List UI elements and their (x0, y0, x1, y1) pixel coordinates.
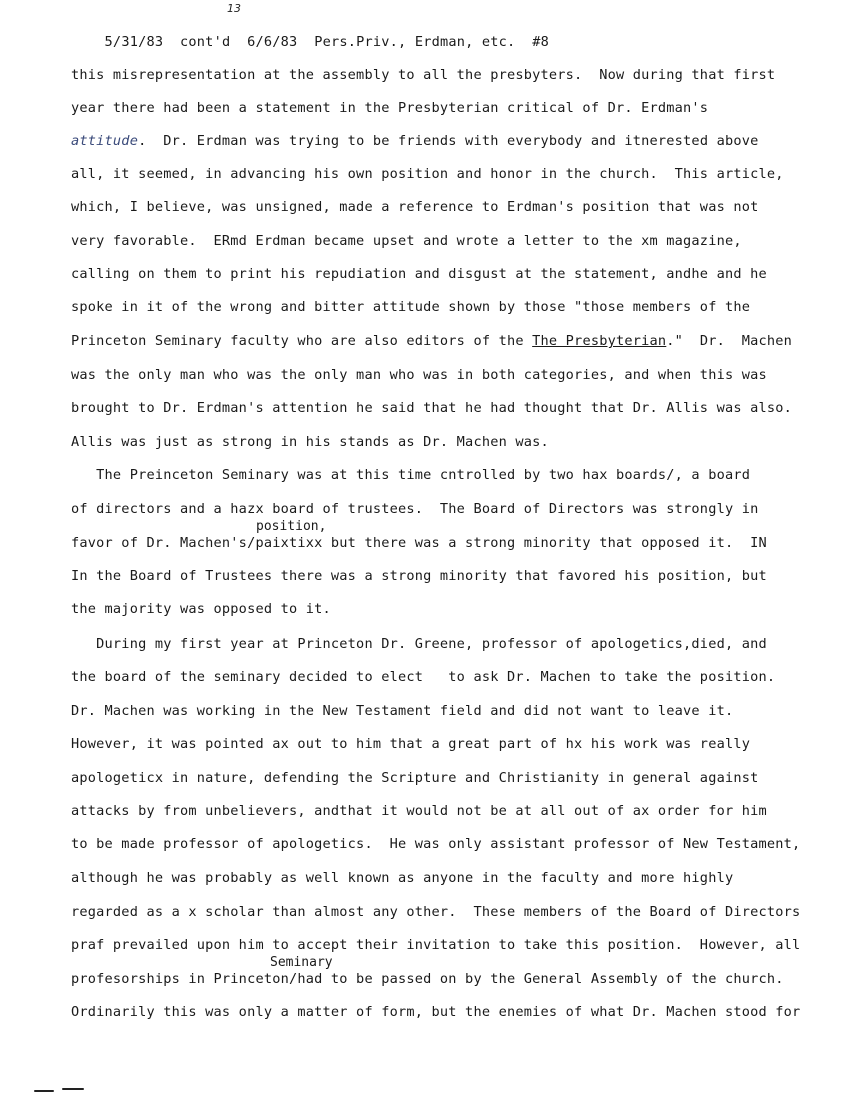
text-line: this misrepresentation at the assembly to all the presbyters. Now during that first (71, 67, 776, 83)
text-line: spoke in it of the wrong and bitter attitude shown by those "those members of the (71, 299, 751, 315)
text-line: although he was probably as well known as anyone in the faculty and more highly (71, 870, 734, 886)
header-contd: cont'd (180, 34, 231, 50)
interlinear-insert: Seminary (270, 955, 333, 970)
page-mark (62, 1088, 84, 1090)
text-line: brought to Dr. Erdman's attention he said that he had thought that Dr. Allis was also. (71, 400, 793, 416)
text-line: profesorships in Princeton/had to be passed on by the General Assembly of the church. (71, 971, 784, 987)
text-line: was the only man who was the only man who was in both categories, and when this was (71, 367, 767, 383)
text-line: which, I believe, was unsigned, made a reference to Erdman's position that was not (71, 199, 759, 215)
text-line: of directors and a hazx board of trustees. The Board of Directors was strongly in (71, 501, 759, 517)
text-line: the board of the seminary decided to elect to ask Dr. Machen to take the position. (71, 669, 776, 685)
text-line: The Preinceton Seminary was at this time cntrolled by two hax boards/, a board (71, 467, 751, 483)
text-line: Dr. Machen was working in the New Testament field and did not want to leave it. (71, 703, 734, 719)
text-line: In the Board of Trustees there was a strong minority that favored his position, but (71, 568, 767, 584)
text-line: regarded as a x scholar than almost any other. These members of the Board of Directors (71, 904, 801, 920)
text-line (71, 133, 759, 149)
page-mark (34, 1090, 54, 1092)
text-line: attacks by from unbelievers, andthat it would not be at all out of ax order for him (71, 803, 767, 819)
text-line: Ordinarily this was only a matter of form, but the enemies of what Dr. Machen stood for (71, 1004, 801, 1020)
text-line: favor of Dr. Machen's/paixtixx but there was a strong minority that opposed it. IN (71, 535, 767, 551)
text-span: . Dr. Erdman was trying to be friends with everybody and itnerested above (138, 133, 759, 149)
text-line: very favorable. ERmd Erdman became upset and wrote a letter to the xm magazine, (71, 233, 742, 249)
text-line: During my first year at Princeton Dr. Greene, professor of apologetics,died, and (71, 636, 767, 652)
underlined-title: The Presbyterian (532, 333, 667, 349)
header-date2: 6/6/83 (247, 34, 298, 50)
header-date: 5/31/83 (104, 34, 164, 50)
page-header (71, 18, 549, 66)
handwritten-correction: 13 (227, 2, 241, 15)
text-line: year there had been a statement in the Presbyterian critical of Dr. Erdman's (71, 100, 709, 116)
text-line: the majority was opposed to it. (71, 601, 331, 617)
text-line: praf prevailed upon him to accept their invitation to take this position. However, all (71, 937, 801, 953)
text-line: apologeticx in nature, defending the Scripture and Christianity in general against (71, 770, 759, 786)
text-line: to be made professor of apologetics. He was only assistant professor of New Testament, (71, 836, 801, 852)
text-span: ." Dr. Machen (666, 333, 793, 349)
header-number: #8 (532, 34, 550, 50)
text-line: all, it seemed, in advancing his own position and honor in the church. This article, (71, 166, 784, 182)
interlinear-insert: position, (256, 519, 327, 534)
text-line: However, it was pointed ax out to him that a great part of hx his work was really (71, 736, 751, 752)
text-line: calling on them to print his repudiation and disgust at the statement, andhe and he (71, 266, 767, 282)
italic-word: attitude (71, 133, 139, 149)
text-span: Princeton Seminary faculty who are also editors of the (71, 333, 533, 349)
text-line (71, 333, 792, 349)
text-line: Allis was just as strong in his stands as Dr. Machen was. (71, 434, 549, 450)
header-subject: Pers.Priv., Erdman, etc. (314, 34, 516, 50)
